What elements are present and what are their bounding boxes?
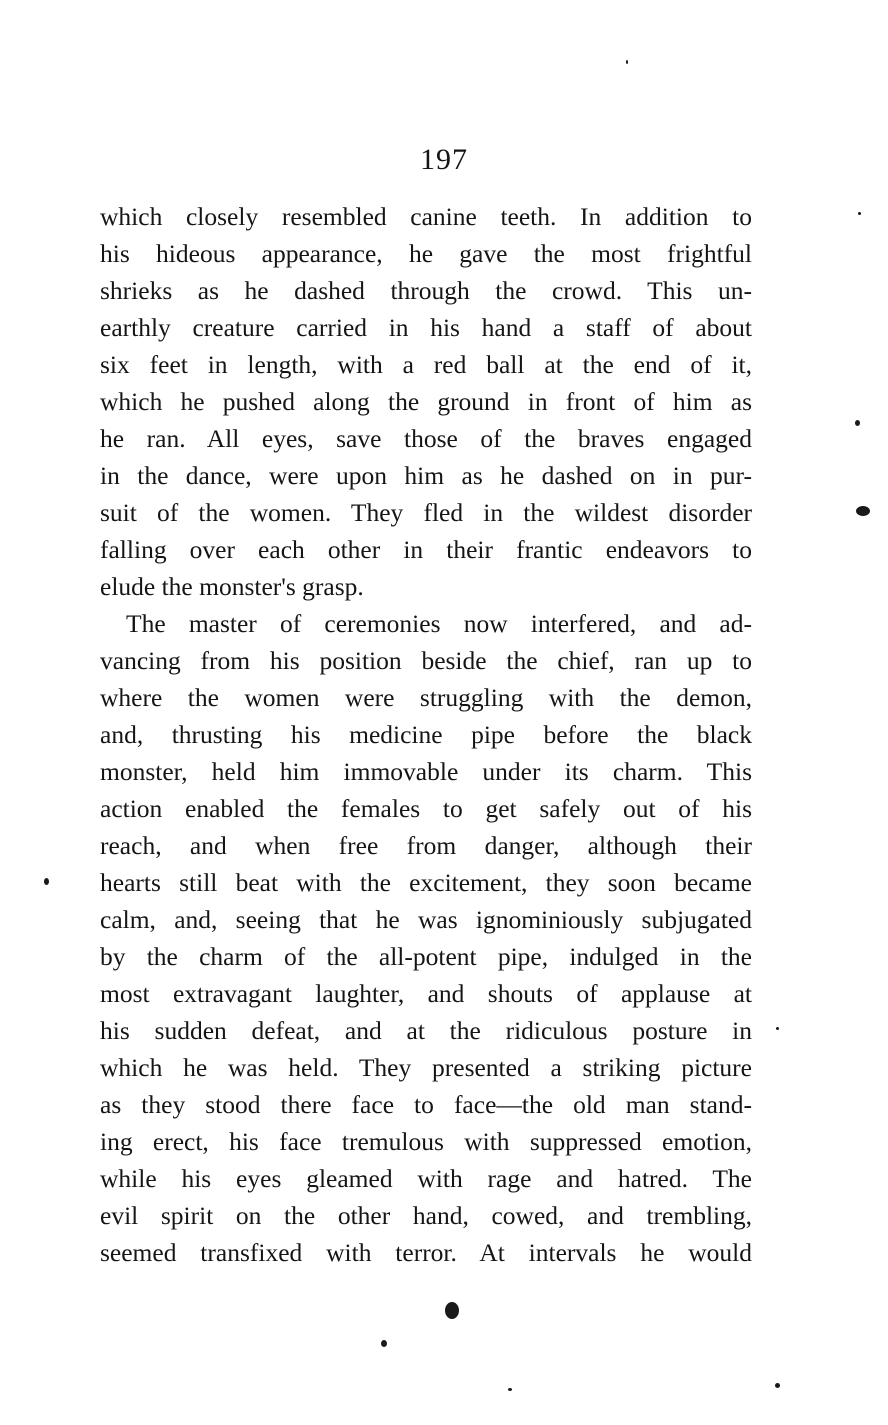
text-line: reach, and when free from danger, although their — [100, 831, 752, 860]
text-line: earthly creature carried in his hand a staff of about — [100, 313, 752, 342]
text-line: his sudden defeat, and at the ridiculous posture in — [100, 1016, 752, 1045]
text-line: falling over each other in their frantic endeavors to — [100, 535, 752, 564]
text-line: and, thrusting his medicine pipe before the black — [100, 720, 752, 749]
ink-speck — [44, 878, 49, 885]
text-line: six feet in length, with a red ball at the end of it, — [100, 350, 752, 379]
ink-speck — [381, 1340, 387, 1347]
ink-speck — [858, 212, 861, 215]
text-line: The master of ceremonies now interfered, and ad- — [126, 609, 752, 638]
ink-speck — [775, 1383, 780, 1388]
ink-speck — [856, 506, 870, 516]
text-line: shrieks as he dashed through the crowd. This un- — [100, 276, 752, 305]
text-line: his hideous appearance, he gave the most frightful — [100, 239, 752, 268]
ink-speck — [626, 60, 628, 64]
ink-speck — [776, 1027, 779, 1030]
text-line: which closely resembled canine teeth. In addition to — [100, 202, 752, 231]
text-line: ing erect, his face tremulous with suppressed emotion, — [100, 1127, 752, 1156]
text-line: seemed transfixed with terror. At intervals he would — [100, 1238, 752, 1267]
text-line: in the dance, were upon him as he dashed on in pur- — [100, 461, 752, 490]
text-line: which he pushed along the ground in front of him as — [100, 387, 752, 416]
text-line: where the women were struggling with the demon, — [100, 683, 752, 712]
text-line: which he was held. They presented a striking picture — [100, 1053, 752, 1082]
text-line: vancing from his position beside the chief, ran up to — [100, 646, 752, 675]
ink-speck — [508, 1388, 512, 1391]
text-line: monster, held him immovable under its charm. This — [100, 757, 752, 786]
text-line: while his eyes gleamed with rage and hatred. The — [100, 1164, 752, 1193]
body-text — [100, 198, 752, 1271]
text-line: suit of the women. They fled in the wildest disorder — [100, 498, 752, 527]
text-line: most extravagant laughter, and shouts of applause at — [100, 979, 752, 1008]
text-line: he ran. All eyes, save those of the braves engaged — [100, 424, 752, 453]
text-line: calm, and, seeing that he was ignominiously subjugated — [100, 905, 752, 934]
page-number: 197 — [420, 143, 468, 176]
text-line: elude the monster's grasp. — [100, 572, 364, 601]
ink-speck — [445, 1302, 459, 1319]
text-line: by the charm of the all-potent pipe, indulged in the — [100, 942, 752, 971]
ink-speck — [855, 420, 860, 426]
text-line: hearts still beat with the excitement, they soon became — [100, 868, 752, 897]
text-line: action enabled the females to get safely out of his — [100, 794, 752, 823]
text-line: evil spirit on the other hand, cowed, and trembling, — [100, 1201, 752, 1230]
text-line: as they stood there face to face—the old man stand- — [100, 1090, 752, 1119]
